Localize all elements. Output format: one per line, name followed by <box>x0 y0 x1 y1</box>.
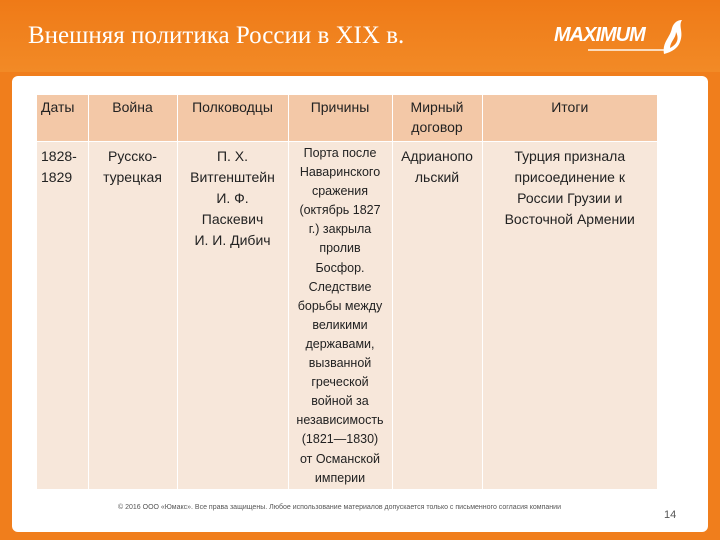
foreign-policy-table <box>37 95 657 489</box>
cell-war: Русско- турецкая <box>88 142 177 489</box>
col-treaty-header: Мирный договор <box>392 95 482 142</box>
logo-underline <box>588 49 670 51</box>
logo-flame-icon <box>660 18 686 58</box>
copyright-footer: © 2016 ООО «Юмакс». Все права защищены. Любое использование материалов допускается только с письменного согласия компании <box>118 504 561 511</box>
cell-reasons: Порта после Наваринского сражения (октябрь 1827 г.) закрыла пролив Босфор. Следствие борьбы между великими державами, вызванной греческой войной за независимость (1821—1830) от Османской империи <box>288 142 392 489</box>
cell-treaty: Адрианопо льский <box>392 142 482 489</box>
page-number: 14 <box>664 509 677 521</box>
slide-header <box>0 0 720 72</box>
col-war-header: Война <box>88 95 177 142</box>
col-reasons-header: Причины <box>288 95 392 142</box>
cell-results: Турция признала присоединение к России Грузии и Восточной Армении <box>482 142 657 489</box>
table-header-row <box>37 95 657 142</box>
col-results-header: Итоги <box>482 95 657 142</box>
cell-commanders: П. Х. Витгенштейн И. Ф. Паскевич И. И. Дибич <box>177 142 288 489</box>
logo-wordmark: MAXIMUM <box>554 24 645 46</box>
cell-dates: 1828- 1829 <box>37 142 88 489</box>
maximum-logo <box>548 18 688 58</box>
col-commanders-header: Полководцы <box>177 95 288 142</box>
slide-title: Внешняя политика России в XIX в. <box>28 22 405 49</box>
col-dates-header: Даты <box>37 95 88 142</box>
table-row <box>37 142 657 489</box>
